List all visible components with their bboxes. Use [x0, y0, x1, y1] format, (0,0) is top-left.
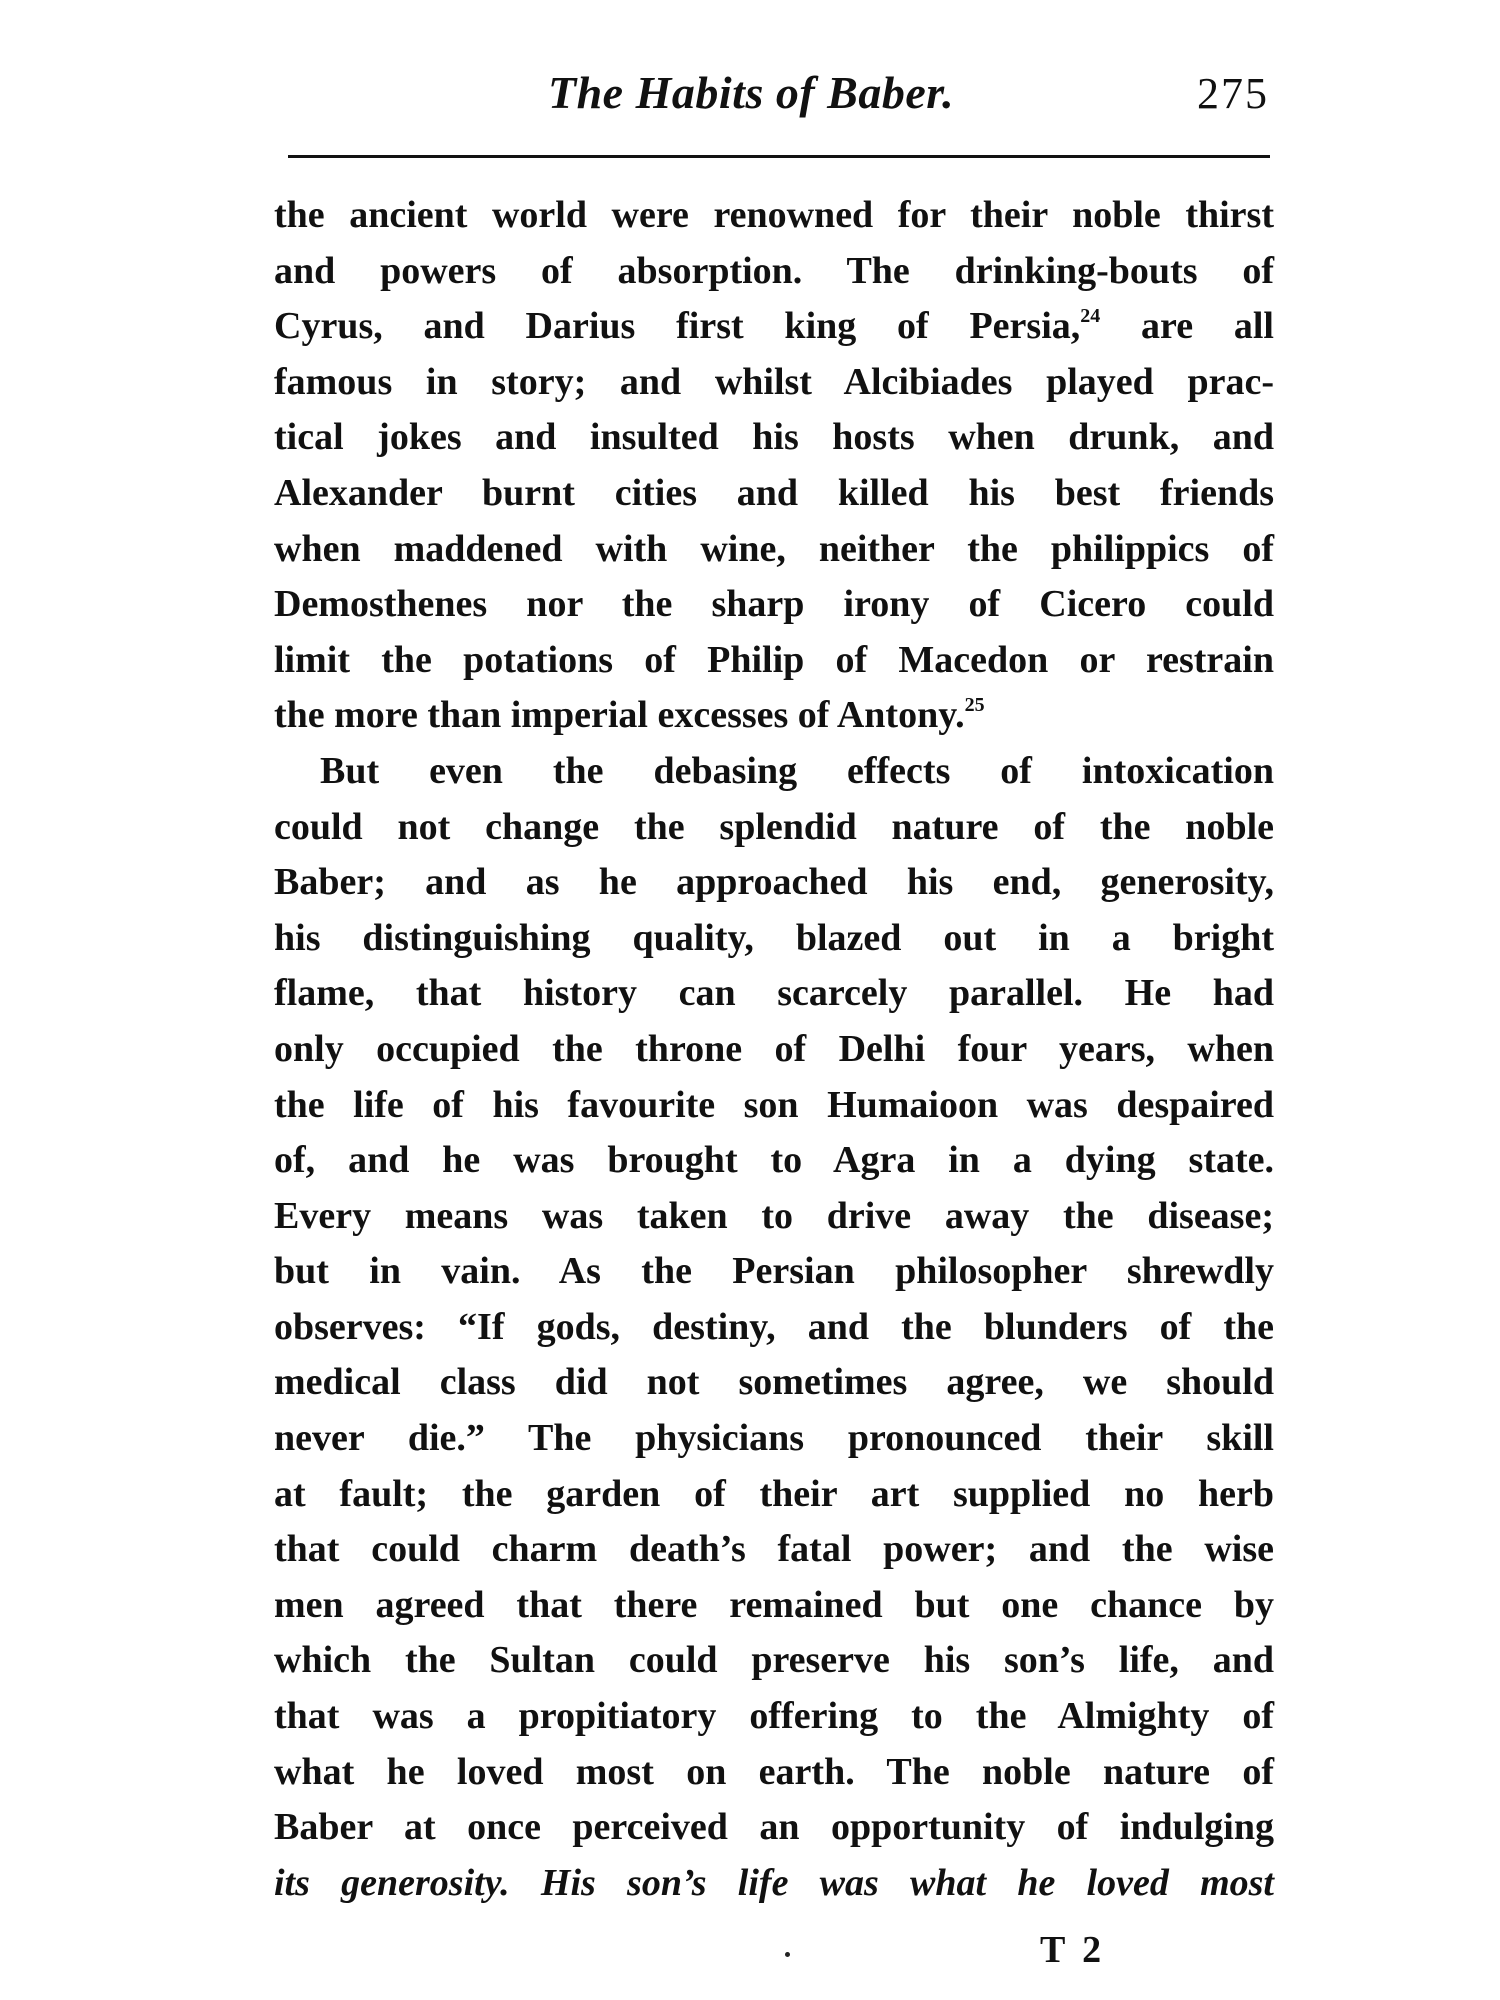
text-line: when maddened with wine, neither the philippics of: [274, 527, 1274, 570]
text-line: [274, 688, 1274, 744]
text-line: its generosity. His son’s life was what he loved most: [274, 1861, 1274, 1904]
text-segment: the more than imperial excesses of Antony.: [274, 694, 965, 737]
text-line: at fault; the garden of their art supplied no herb: [274, 1472, 1274, 1515]
text-line: Every means was taken to drive away the disease;: [274, 1194, 1274, 1237]
text-line: Alexander burnt cities and killed his best friends: [274, 471, 1274, 514]
text-line: only occupied the throne of Delhi four years, when: [274, 1027, 1274, 1070]
footnote-ref-24: 24: [1080, 305, 1101, 328]
signature-mark: T 2: [1040, 1929, 1106, 1971]
text-line: Demosthenes nor the sharp irony of Cicero could: [274, 583, 1274, 626]
text-line: observes: “If gods, destiny, and the blunders of the: [274, 1305, 1274, 1348]
text-line: flame, that history can scarcely parallel. He had: [274, 972, 1274, 1015]
text-line: famous in story; and whilst Alcibiades played prac-: [274, 360, 1274, 403]
text-line: limit the potations of Philip of Macedon or restrain: [274, 638, 1274, 681]
text-segment: Cyrus, and Darius first king of Persia,: [274, 305, 1081, 348]
running-title: The Habits of Baber.: [548, 67, 955, 118]
text-line: medical class did not sometimes agree, we should: [274, 1361, 1274, 1404]
text-line: that was a propitiatory offering to the Almighty of: [274, 1695, 1274, 1738]
text-line: which the Sultan could preserve his son’s life, and: [274, 1639, 1274, 1682]
text-line: Baber at once perceived an opportunity of indulging: [274, 1806, 1274, 1849]
text-line: tical jokes and insulted his hosts when drunk, and: [274, 416, 1274, 459]
text-line: what he loved most on earth. The noble nature of: [274, 1750, 1274, 1793]
text-line: men agreed that there remained but one chance by: [274, 1583, 1274, 1626]
header-rule: [288, 155, 1270, 158]
text-line: the life of his favourite son Humaioon was despaired: [274, 1083, 1274, 1126]
text-segment: are all: [1141, 305, 1274, 348]
text-line: could not change the splendid nature of the noble: [274, 805, 1274, 848]
footnote-ref-25: 25: [964, 694, 985, 717]
text-line: that could charm death’s fatal power; and the wise: [274, 1528, 1274, 1571]
text-line: never die.” The physicians pronounced their skill: [274, 1417, 1274, 1460]
text-line: of, and he was brought to Agra in a dying state.: [274, 1139, 1274, 1182]
text-line: the ancient world were renowned for their noble thirst: [274, 194, 1274, 236]
text-line: Baber; and as he approached his end, generosity,: [274, 861, 1274, 904]
page-number: 275: [1197, 69, 1269, 118]
text-line: [274, 299, 1274, 355]
body-text: [274, 188, 1274, 1911]
text-line: his distinguishing quality, blazed out in a bright: [274, 916, 1274, 959]
print-speck: [785, 1952, 790, 1957]
text-line: But even the debasing effects of intoxication: [320, 749, 1274, 792]
running-head: [290, 62, 1275, 132]
text-line: but in vain. As the Persian philosopher shrewdly: [274, 1250, 1274, 1293]
text-line: and powers of absorption. The drinking-bouts of: [274, 249, 1274, 292]
